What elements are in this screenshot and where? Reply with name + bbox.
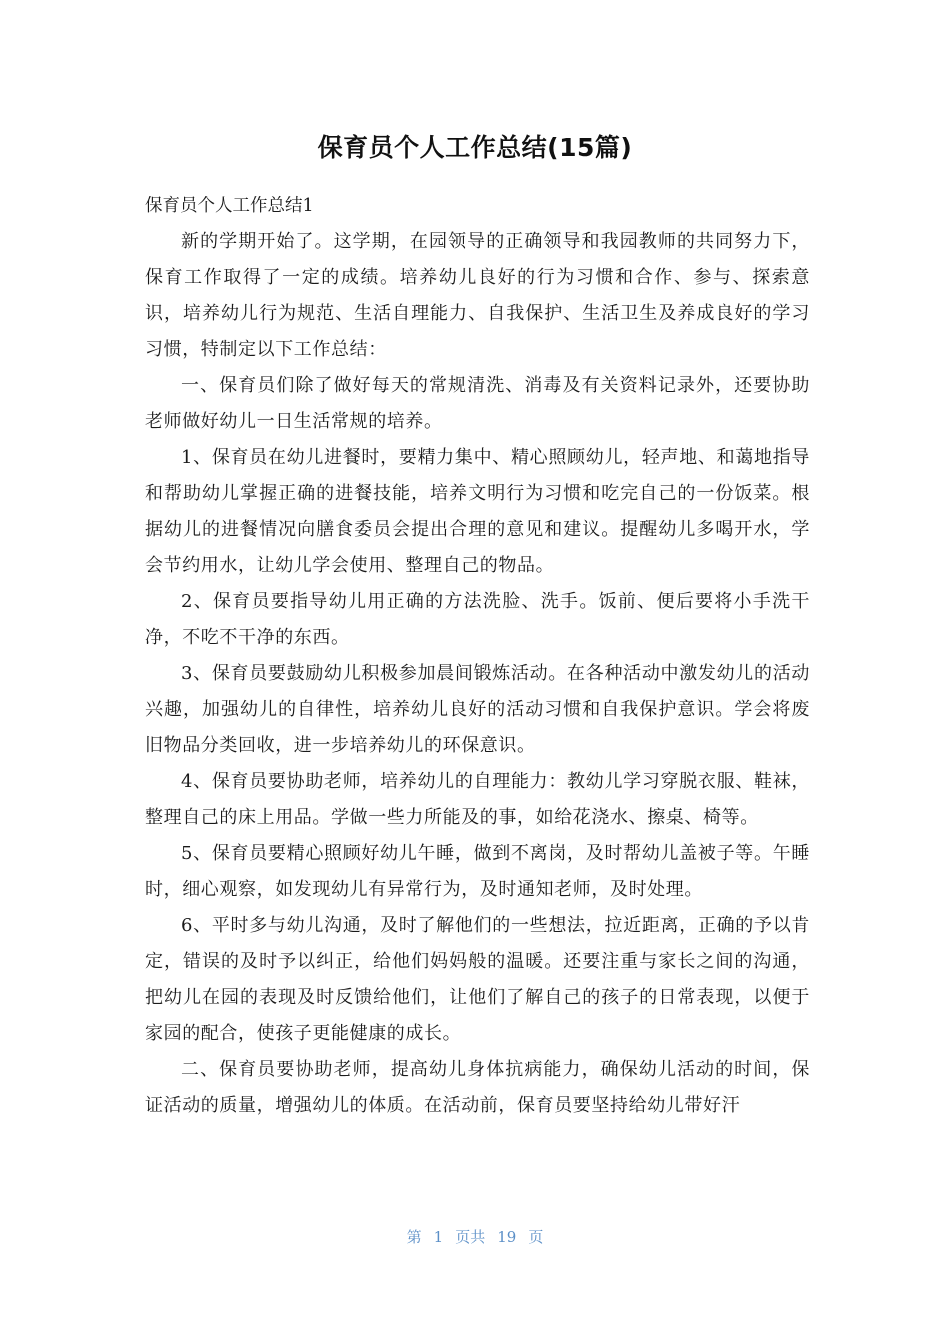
footer-label-end: 页: [528, 1228, 544, 1246]
paragraph-item-6: 6、平时多与幼儿沟通，及时了解他们的一些想法，拉近距离，正确的予以肯定，错误的及时予以纠正，给他们妈妈般的温暖。还要注重与家长之间的沟通，把幼儿在园的表现及时反馈给他们，让他们了解自己的孩子的日常表现，以便于家园的配合，使孩子更能健康的成长。: [145, 915, 810, 1044]
section-heading: 保育员个人工作总结1: [145, 196, 314, 216]
footer-label-page: 第: [406, 1228, 422, 1246]
paragraph-item-1: 1、保育员在幼儿进餐时，要精力集中、精心照顾幼儿，轻声地、和蔼地指导和帮助幼儿掌握正确的进餐技能，培养文明行为习惯和吃完自己的一份饭菜。根据幼儿的进餐情况向膳食委员会提出合理的意见和建议。提醒幼儿多喝开水，学会节约用水，让幼儿学会使用、整理自己的物品。: [145, 447, 810, 576]
paragraph-section-one: 一、保育员们除了做好每天的常规清洗、消毒及有关资料记录外，还要协助老师做好幼儿一日生活常规的培养。: [145, 375, 810, 432]
page-footer: [0, 1226, 950, 1248]
document-body: [145, 188, 810, 1124]
footer-current-page: 1: [433, 1228, 444, 1246]
paragraph-item-4: 4、保育员要协助老师，培养幼儿的自理能力：教幼儿学习穿脱衣服、鞋袜，整理自己的床上用品。学做一些力所能及的事，如给花浇水、擦桌、椅等。: [145, 771, 810, 828]
paragraph-section-two: 二、保育员要协助老师，提高幼儿身体抗病能力，确保幼儿活动的时间，保证活动的质量，增强幼儿的体质。在活动前，保育员要坚持给幼儿带好汗: [145, 1059, 810, 1116]
paragraph-item-3: 3、保育员要鼓励幼儿积极参加晨间锻炼活动。在各种活动中激发幼儿的活动兴趣，加强幼儿的自律性，培养幼儿良好的活动习惯和自我保护意识。学会将废旧物品分类回收，进一步培养幼儿的环保意识。: [145, 663, 810, 756]
footer-total-pages: 19: [497, 1228, 517, 1246]
paragraph-item-5: 5、保育员要精心照顾好幼儿午睡，做到不离岗，及时帮幼儿盖被子等。午睡时，细心观察，如发现幼儿有异常行为，及时通知老师，及时处理。: [145, 843, 810, 900]
document-title: 保育员个人工作总结(15篇): [317, 133, 633, 162]
paragraph-intro: 新的学期开始了。这学期，在园领导的正确领导和我园教师的共同努力下，保育工作取得了一定的成绩。培养幼儿良好的行为习惯和合作、参与、探索意识，培养幼儿行为规范、生活自理能力、自我保护、生活卫生及养成良好的学习习惯，特制定以下工作总结：: [145, 231, 810, 360]
paragraph-item-2: 2、保育员要指导幼儿用正确的方法洗脸、洗手。饭前、便后要将小手洗干净，不吃不干净的东西。: [145, 591, 810, 648]
footer-label-of: 页共: [455, 1228, 486, 1246]
